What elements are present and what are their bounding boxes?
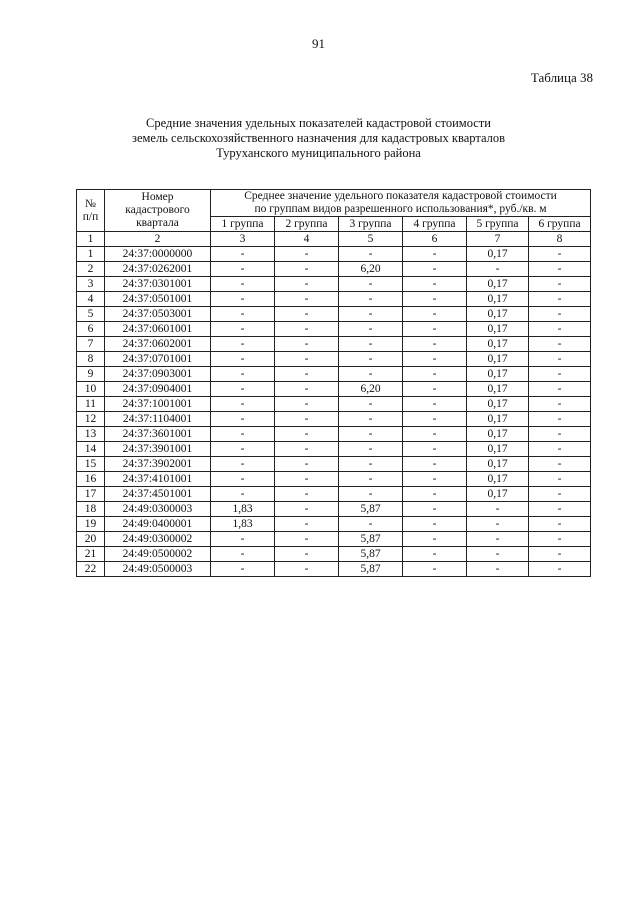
value-cell: 0,17	[467, 427, 529, 442]
value-cell: -	[403, 502, 467, 517]
value-cell: 0,17	[467, 442, 529, 457]
value-cell: 5,87	[339, 502, 403, 517]
column-number: 1	[77, 232, 105, 247]
header-text: кадастрового	[125, 204, 190, 216]
value-cell: -	[211, 547, 275, 562]
value-cell: -	[403, 562, 467, 577]
value-cell: -	[211, 427, 275, 442]
row-number-cell: 16	[77, 472, 105, 487]
value-cell: 5,87	[339, 532, 403, 547]
header-text: п/п	[82, 210, 99, 223]
table-row	[77, 427, 591, 442]
table-row	[77, 337, 591, 352]
cadastral-number-cell: 24:37:4101001	[105, 472, 211, 487]
table-row	[77, 487, 591, 502]
row-number-cell: 7	[77, 337, 105, 352]
value-cell: -	[467, 262, 529, 277]
value-cell: -	[339, 487, 403, 502]
row-number-cell: 14	[77, 442, 105, 457]
value-cell: 0,17	[467, 292, 529, 307]
column-number: 3	[211, 232, 275, 247]
value-cell: -	[339, 412, 403, 427]
row-number-cell: 19	[77, 517, 105, 532]
column-number: 4	[275, 232, 339, 247]
header-text: №	[85, 197, 96, 210]
row-number-cell: 18	[77, 502, 105, 517]
value-cell: -	[529, 442, 591, 457]
header-group: 1 группа	[211, 217, 275, 232]
value-cell: -	[275, 277, 339, 292]
cadastral-number-cell: 24:49:0500003	[105, 562, 211, 577]
table-row	[77, 322, 591, 337]
cadastral-number-cell: 24:37:0903001	[105, 367, 211, 382]
value-cell: -	[211, 457, 275, 472]
table-row	[77, 247, 591, 262]
table-caption	[0, 116, 637, 161]
row-number-cell: 12	[77, 412, 105, 427]
cadastral-number-cell: 24:37:0301001	[105, 277, 211, 292]
table-label: Таблица 38	[530, 70, 593, 85]
value-cell: -	[211, 337, 275, 352]
table-row	[77, 547, 591, 562]
caption-line: Туруханского муниципального района	[216, 146, 421, 160]
value-cell: -	[339, 442, 403, 457]
header-text: квартала	[136, 217, 179, 229]
cadastral-number-cell: 24:37:0601001	[105, 322, 211, 337]
value-cell: -	[403, 457, 467, 472]
table-row	[77, 412, 591, 427]
table-row	[77, 457, 591, 472]
value-cell: -	[275, 547, 339, 562]
value-cell: -	[211, 412, 275, 427]
column-number: 5	[339, 232, 403, 247]
header-average-value	[211, 190, 591, 217]
cadastral-number-cell: 24:37:3601001	[105, 427, 211, 442]
value-cell: 6,20	[339, 382, 403, 397]
value-cell: -	[275, 472, 339, 487]
header-group: 2 группа	[275, 217, 339, 232]
cadastral-number-cell: 24:37:1104001	[105, 412, 211, 427]
table-row	[77, 382, 591, 397]
cadastral-number-cell: 24:37:0503001	[105, 307, 211, 322]
value-cell: -	[339, 247, 403, 262]
value-cell: -	[211, 352, 275, 367]
value-cell: -	[211, 532, 275, 547]
cadastral-number-cell: 24:37:3902001	[105, 457, 211, 472]
cadastral-number-cell: 24:37:3901001	[105, 442, 211, 457]
table-row	[77, 472, 591, 487]
row-number-cell: 3	[77, 277, 105, 292]
table-row	[77, 262, 591, 277]
row-number-cell: 9	[77, 367, 105, 382]
value-cell: -	[529, 322, 591, 337]
value-cell: -	[339, 397, 403, 412]
cadastral-number-cell: 24:49:0300003	[105, 502, 211, 517]
value-cell: -	[275, 442, 339, 457]
value-cell: -	[211, 292, 275, 307]
table-row	[77, 352, 591, 367]
value-cell: -	[403, 322, 467, 337]
value-cell: -	[529, 472, 591, 487]
value-cell: 5,87	[339, 547, 403, 562]
value-cell: -	[275, 562, 339, 577]
page-number: 91	[312, 36, 325, 51]
cadastral-value-table	[76, 189, 591, 577]
table-row	[77, 517, 591, 532]
value-cell: -	[339, 472, 403, 487]
row-number-cell: 17	[77, 487, 105, 502]
row-number-cell: 4	[77, 292, 105, 307]
value-cell: -	[529, 562, 591, 577]
column-number: 8	[529, 232, 591, 247]
value-cell: -	[403, 472, 467, 487]
value-cell: 0,17	[467, 382, 529, 397]
row-number-cell: 13	[77, 427, 105, 442]
table-row	[77, 532, 591, 547]
value-cell: -	[403, 262, 467, 277]
header-group: 6 группа	[529, 217, 591, 232]
value-cell: -	[529, 547, 591, 562]
value-cell: -	[529, 262, 591, 277]
value-cell: -	[275, 397, 339, 412]
value-cell: -	[529, 487, 591, 502]
value-cell: -	[403, 292, 467, 307]
value-cell: -	[529, 352, 591, 367]
value-cell: -	[339, 517, 403, 532]
value-cell: -	[529, 412, 591, 427]
table-row	[77, 277, 591, 292]
value-cell: -	[211, 277, 275, 292]
header-row-number	[77, 190, 105, 232]
cadastral-number-cell: 24:49:0400001	[105, 517, 211, 532]
value-cell: -	[339, 457, 403, 472]
column-number: 7	[467, 232, 529, 247]
value-cell: -	[211, 472, 275, 487]
value-cell: 1,83	[211, 517, 275, 532]
value-cell: -	[403, 487, 467, 502]
header-group: 5 группа	[467, 217, 529, 232]
value-cell: -	[403, 427, 467, 442]
header-text: Номер	[141, 191, 174, 203]
row-number-cell: 11	[77, 397, 105, 412]
row-number-cell: 2	[77, 262, 105, 277]
value-cell: -	[529, 382, 591, 397]
value-cell: 6,20	[339, 262, 403, 277]
table-row	[77, 292, 591, 307]
value-cell: -	[275, 262, 339, 277]
value-cell: -	[211, 442, 275, 457]
value-cell: 0,17	[467, 397, 529, 412]
value-cell: -	[275, 307, 339, 322]
value-cell: -	[339, 337, 403, 352]
row-number-cell: 6	[77, 322, 105, 337]
value-cell: -	[339, 277, 403, 292]
header-cadastral-number	[105, 190, 211, 232]
header-text: Среднее значение удельного показателя кадастровой стоимости	[244, 190, 557, 202]
value-cell: -	[403, 382, 467, 397]
caption-line: земель сельскохозяйственного назначения для кадастровых кварталов	[132, 131, 505, 145]
value-cell: 0,17	[467, 307, 529, 322]
row-number-cell: 15	[77, 457, 105, 472]
value-cell: -	[275, 532, 339, 547]
cadastral-number-cell: 24:49:0300002	[105, 532, 211, 547]
value-cell: -	[339, 292, 403, 307]
value-cell: -	[529, 502, 591, 517]
value-cell: -	[467, 502, 529, 517]
value-cell: -	[275, 487, 339, 502]
value-cell: -	[529, 457, 591, 472]
column-number: 2	[105, 232, 211, 247]
header-group: 4 группа	[403, 217, 467, 232]
value-cell: -	[275, 247, 339, 262]
value-cell: -	[275, 457, 339, 472]
value-cell: -	[275, 322, 339, 337]
value-cell: -	[403, 532, 467, 547]
row-number-cell: 8	[77, 352, 105, 367]
value-cell: -	[403, 547, 467, 562]
value-cell: -	[211, 307, 275, 322]
value-cell: 0,17	[467, 487, 529, 502]
table-row	[77, 502, 591, 517]
cadastral-number-cell: 24:37:1001001	[105, 397, 211, 412]
value-cell: -	[339, 427, 403, 442]
row-number-cell: 1	[77, 247, 105, 262]
cadastral-number-cell: 24:37:0000000	[105, 247, 211, 262]
table-row	[77, 307, 591, 322]
cadastral-number-cell: 24:37:4501001	[105, 487, 211, 502]
value-cell: -	[339, 322, 403, 337]
column-number-row	[77, 232, 591, 247]
caption-line: Средние значения удельных показателей кадастровой стоимости	[146, 116, 491, 130]
value-cell: -	[275, 292, 339, 307]
value-cell: 0,17	[467, 472, 529, 487]
value-cell: -	[529, 397, 591, 412]
value-cell: -	[529, 427, 591, 442]
value-cell: -	[275, 367, 339, 382]
value-cell: -	[403, 307, 467, 322]
row-number-cell: 5	[77, 307, 105, 322]
value-cell: 1,83	[211, 502, 275, 517]
value-cell: -	[275, 517, 339, 532]
value-cell: -	[211, 262, 275, 277]
value-cell: -	[211, 397, 275, 412]
value-cell: -	[529, 277, 591, 292]
value-cell: -	[403, 367, 467, 382]
value-cell: -	[339, 367, 403, 382]
value-cell: -	[403, 517, 467, 532]
value-cell: -	[467, 517, 529, 532]
value-cell: -	[339, 352, 403, 367]
value-cell: -	[467, 547, 529, 562]
cadastral-number-cell: 24:49:0500002	[105, 547, 211, 562]
value-cell: 0,17	[467, 337, 529, 352]
value-cell: -	[211, 322, 275, 337]
table-row	[77, 442, 591, 457]
header-text: по группам видов разрешенного использования*, руб./кв. м	[254, 203, 547, 215]
cadastral-number-cell: 24:37:0701001	[105, 352, 211, 367]
value-cell: 0,17	[467, 322, 529, 337]
value-cell: 5,87	[339, 562, 403, 577]
value-cell: -	[275, 427, 339, 442]
column-number: 6	[403, 232, 467, 247]
cadastral-number-cell: 24:37:0501001	[105, 292, 211, 307]
table-body	[77, 247, 591, 577]
value-cell: -	[467, 532, 529, 547]
header-group: 3 группа	[339, 217, 403, 232]
row-number-cell: 10	[77, 382, 105, 397]
value-cell: -	[275, 502, 339, 517]
value-cell: 0,17	[467, 247, 529, 262]
value-cell: -	[529, 307, 591, 322]
value-cell: -	[403, 397, 467, 412]
value-cell: 0,17	[467, 277, 529, 292]
value-cell: 0,17	[467, 367, 529, 382]
value-cell: 0,17	[467, 457, 529, 472]
value-cell: -	[403, 412, 467, 427]
value-cell: -	[275, 352, 339, 367]
value-cell: -	[403, 277, 467, 292]
table-row	[77, 562, 591, 577]
table-row	[77, 397, 591, 412]
value-cell: 0,17	[467, 352, 529, 367]
cadastral-number-cell: 24:37:0904001	[105, 382, 211, 397]
value-cell: -	[403, 442, 467, 457]
value-cell: -	[211, 247, 275, 262]
value-cell: 0,17	[467, 412, 529, 427]
value-cell: -	[403, 337, 467, 352]
value-cell: -	[275, 382, 339, 397]
value-cell: -	[529, 337, 591, 352]
row-number-cell: 21	[77, 547, 105, 562]
cadastral-number-cell: 24:37:0602001	[105, 337, 211, 352]
value-cell: -	[211, 367, 275, 382]
value-cell: -	[467, 562, 529, 577]
value-cell: -	[529, 532, 591, 547]
value-cell: -	[275, 412, 339, 427]
value-cell: -	[403, 247, 467, 262]
value-cell: -	[211, 487, 275, 502]
cadastral-number-cell: 24:37:0262001	[105, 262, 211, 277]
value-cell: -	[275, 337, 339, 352]
value-cell: -	[211, 562, 275, 577]
value-cell: -	[529, 292, 591, 307]
value-cell: -	[211, 382, 275, 397]
value-cell: -	[403, 352, 467, 367]
row-number-cell: 22	[77, 562, 105, 577]
table-row	[77, 367, 591, 382]
value-cell: -	[529, 517, 591, 532]
value-cell: -	[529, 367, 591, 382]
value-cell: -	[529, 247, 591, 262]
value-cell: -	[339, 307, 403, 322]
row-number-cell: 20	[77, 532, 105, 547]
